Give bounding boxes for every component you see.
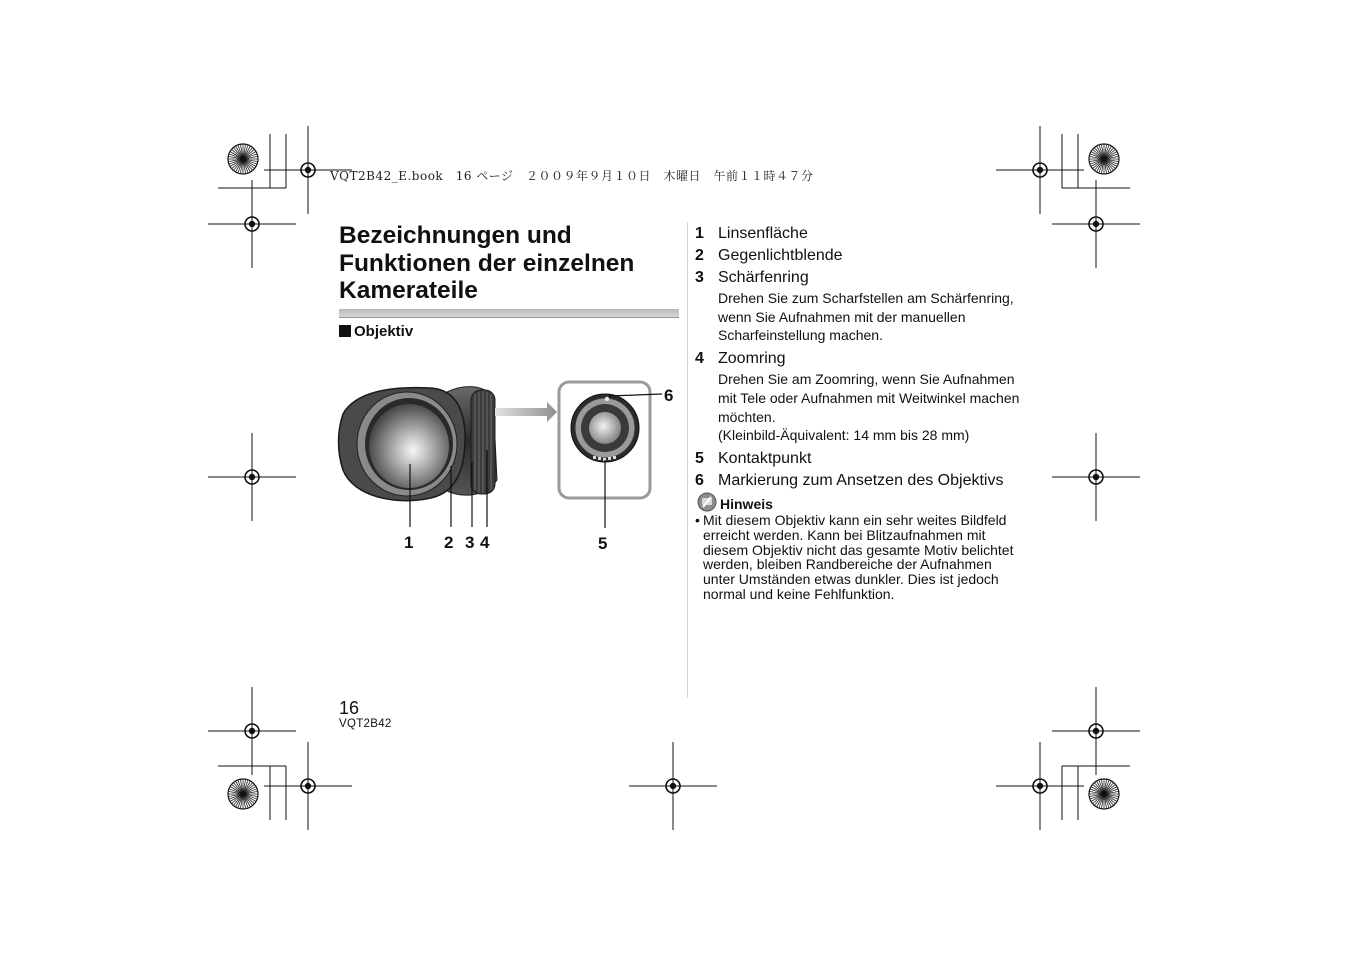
registration-mark — [1052, 433, 1140, 521]
callout-5: 5 — [598, 534, 608, 553]
page-title — [339, 222, 679, 305]
registration-mark — [996, 126, 1084, 214]
section-heading — [339, 323, 413, 340]
star-target-mark — [1089, 144, 1119, 174]
part-number: 3 — [695, 269, 704, 286]
title-line: Kamerateile — [339, 277, 478, 304]
note-line: erreicht werden. Kann bei Blitzaufnahmen mit — [703, 526, 986, 543]
column-divider — [687, 222, 688, 698]
callout-2: 2 — [444, 533, 454, 552]
part-number: 4 — [695, 350, 704, 368]
note-lines — [703, 513, 1045, 602]
part-description-line: möchten. — [718, 408, 776, 425]
title-line: Funktionen der einzelnen — [339, 249, 635, 277]
arrow-icon — [495, 402, 557, 422]
part-description-line: Drehen Sie zum Scharfstellen am Schärfenring, — [718, 290, 1014, 306]
part-number: 1 — [695, 225, 704, 242]
note-icon — [697, 492, 717, 512]
note-line: diesem Objektiv nicht das gesamte Motiv belichtet — [703, 541, 1014, 558]
part-description-line: Drehen Sie am Zoomring, wenn Sie Aufnahmen — [718, 371, 1015, 388]
title-line: Bezeichnungen und — [339, 222, 572, 249]
note-line: normal und keine Fehlfunktion. — [703, 585, 895, 602]
part-item — [695, 448, 1045, 470]
registration-mark — [208, 180, 296, 268]
part-description-line: (Kleinbild-Äquivalent: 14 mm bis 28 mm) — [718, 427, 970, 444]
part-name: Gegenlichtblende — [718, 247, 843, 264]
part-description — [718, 370, 1045, 445]
lens-mount-view — [571, 394, 639, 462]
note-title: Hinweis — [720, 496, 773, 512]
document-code: VQT2B42 — [339, 718, 392, 730]
part-description-line: Scharfeinstellung machen. — [718, 327, 883, 344]
part-number: 5 — [695, 449, 704, 467]
part-item — [695, 348, 1045, 448]
section-heading-label: Objektiv — [354, 323, 414, 340]
note-line: unter Umständen etwas dunkler. Dies ist jedoch — [703, 571, 999, 588]
note-header — [697, 492, 773, 512]
mount-index-mark — [605, 397, 609, 401]
part-body — [718, 267, 1045, 348]
square-bullet-icon — [339, 325, 351, 337]
star-target-mark — [228, 779, 258, 809]
registration-mark — [996, 742, 1084, 830]
note-line: werden, bleiben Randbereiche der Aufnahmen — [703, 556, 992, 573]
star-target-mark — [228, 144, 258, 174]
registration-mark — [208, 687, 296, 775]
part-name: Schärfenring — [718, 269, 809, 286]
part-description-line: mit Tele oder Aufnahmen mit Weitwinkel machen — [718, 389, 1020, 406]
part-body — [718, 223, 1045, 245]
registration-mark — [629, 742, 717, 830]
callout-4: 4 — [480, 533, 490, 552]
page-number: 16 — [339, 698, 360, 718]
registration-mark — [1052, 687, 1140, 775]
part-name: Markierung zum Ansetzen des Objektivs — [718, 471, 1004, 489]
part-name: Zoomring — [718, 350, 786, 368]
part-description-line: wenn Sie Aufnahmen mit der manuellen — [718, 308, 966, 325]
part-body — [718, 470, 1045, 492]
note-line: Mit diesem Objektiv kann ein sehr weites Bildfeld — [703, 512, 1007, 528]
part-description — [718, 289, 1045, 345]
callout-6: 6 — [664, 386, 674, 405]
callout-1: 1 — [404, 533, 414, 552]
part-body — [718, 245, 1045, 267]
part-name: Linsenfläche — [718, 225, 808, 242]
note-text — [695, 513, 1045, 602]
registration-mark — [264, 742, 352, 830]
part-item — [695, 267, 1045, 348]
part-item — [695, 245, 1045, 267]
lens-illustration — [335, 372, 685, 572]
title-underline — [339, 309, 679, 318]
part-number: 6 — [695, 471, 704, 489]
registration-mark — [208, 433, 296, 521]
star-target-mark — [1089, 779, 1119, 809]
note-bullet: • — [695, 512, 700, 528]
print-header: VQT2B42_E.book 16 ページ ２００９年９月１０日 木曜日 午前１１時４７分 — [330, 169, 814, 183]
parts-list — [695, 223, 1045, 492]
part-item — [695, 223, 1045, 245]
part-number: 2 — [695, 247, 704, 264]
lens-side-view — [339, 387, 498, 501]
part-body — [718, 348, 1045, 448]
callout-3: 3 — [465, 533, 475, 552]
part-item — [695, 470, 1045, 492]
part-body — [718, 448, 1045, 470]
part-name: Kontaktpunkt — [718, 449, 812, 467]
registration-mark — [1052, 180, 1140, 268]
